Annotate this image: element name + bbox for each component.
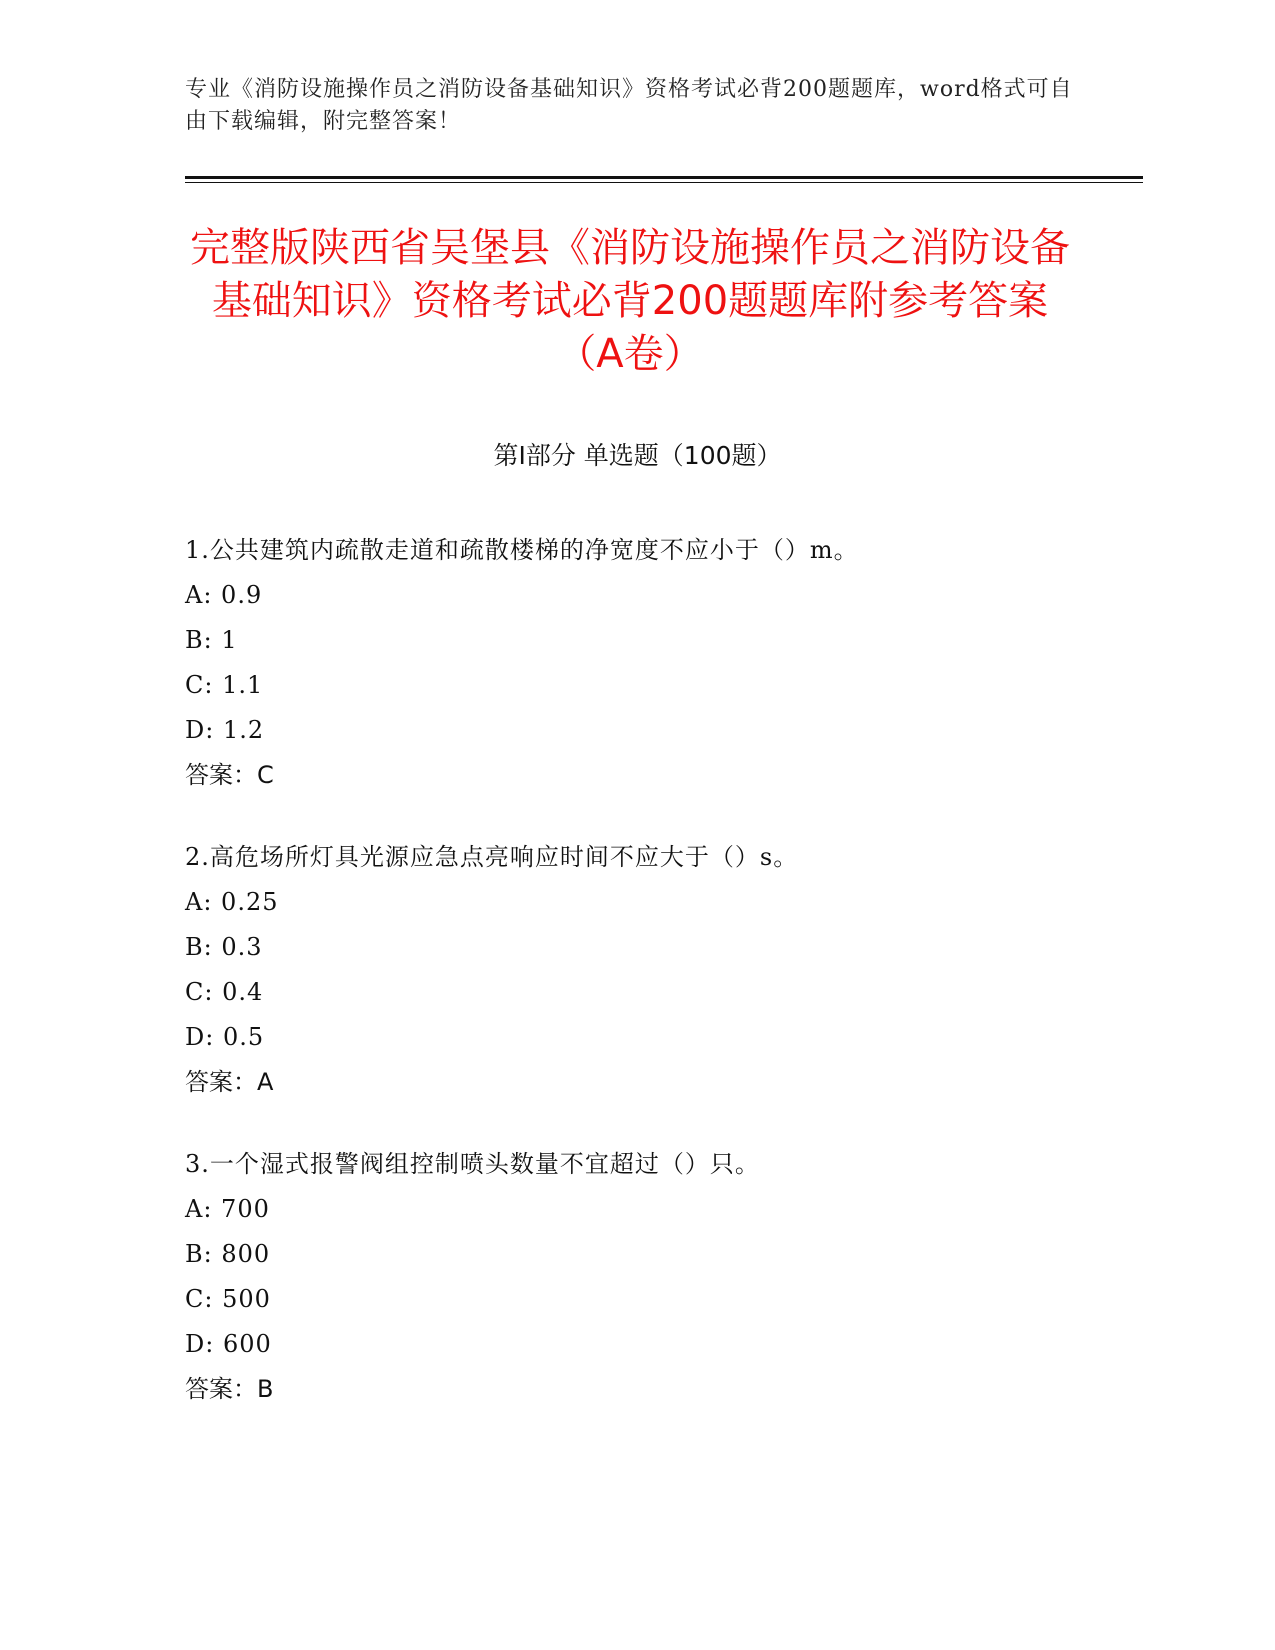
question-text: 3.一个湿式报警阀组控制喷头数量不宜超过（）只。 [185, 1150, 760, 1178]
option-d: D: 1.2 [185, 716, 265, 744]
header-rule-thin [185, 182, 1143, 183]
answer-text: 答案：B [185, 1375, 274, 1403]
answer-text: 答案：C [185, 761, 274, 789]
question-text: 2.高危场所灯具光源应急点亮响应时间不应大于（）s。 [185, 843, 799, 871]
option-a: A: 700 [185, 1195, 270, 1223]
option-d: D: 0.5 [185, 1023, 265, 1051]
intro-text: 专业《消防设施操作员之消防设备基础知识》资格考试必背200题题库，word格式可自由下载编辑，附完整答案！ [185, 77, 1073, 134]
question-list [185, 528, 1125, 1449]
question-text: 1.公共建筑内疏散走道和疏散楼梯的净宽度不应小于（）m。 [185, 536, 859, 564]
question-item [185, 1142, 1125, 1412]
answer-text: 答案：A [185, 1068, 274, 1096]
option-c: C: 0.4 [185, 978, 264, 1006]
option-d: D: 600 [185, 1330, 272, 1358]
question-item [185, 835, 1125, 1105]
question-item [185, 528, 1125, 798]
option-a: A: 0.9 [185, 581, 263, 609]
option-a: A: 0.25 [185, 888, 279, 916]
option-b: B: 1 [185, 626, 238, 654]
option-c: C: 500 [185, 1285, 271, 1313]
section-heading: 第Ⅰ部分 单选题（100题） [493, 441, 782, 470]
option-c: C: 1.1 [185, 671, 264, 699]
option-b: B: 0.3 [185, 933, 263, 961]
option-b: B: 800 [185, 1240, 271, 1268]
document-title: 完整版陕西省吴堡县《消防设施操作员之消防设备基础知识》资格考试必背200题题库附参考答案（A卷） [190, 225, 1070, 377]
header-rule-thick [185, 176, 1143, 179]
